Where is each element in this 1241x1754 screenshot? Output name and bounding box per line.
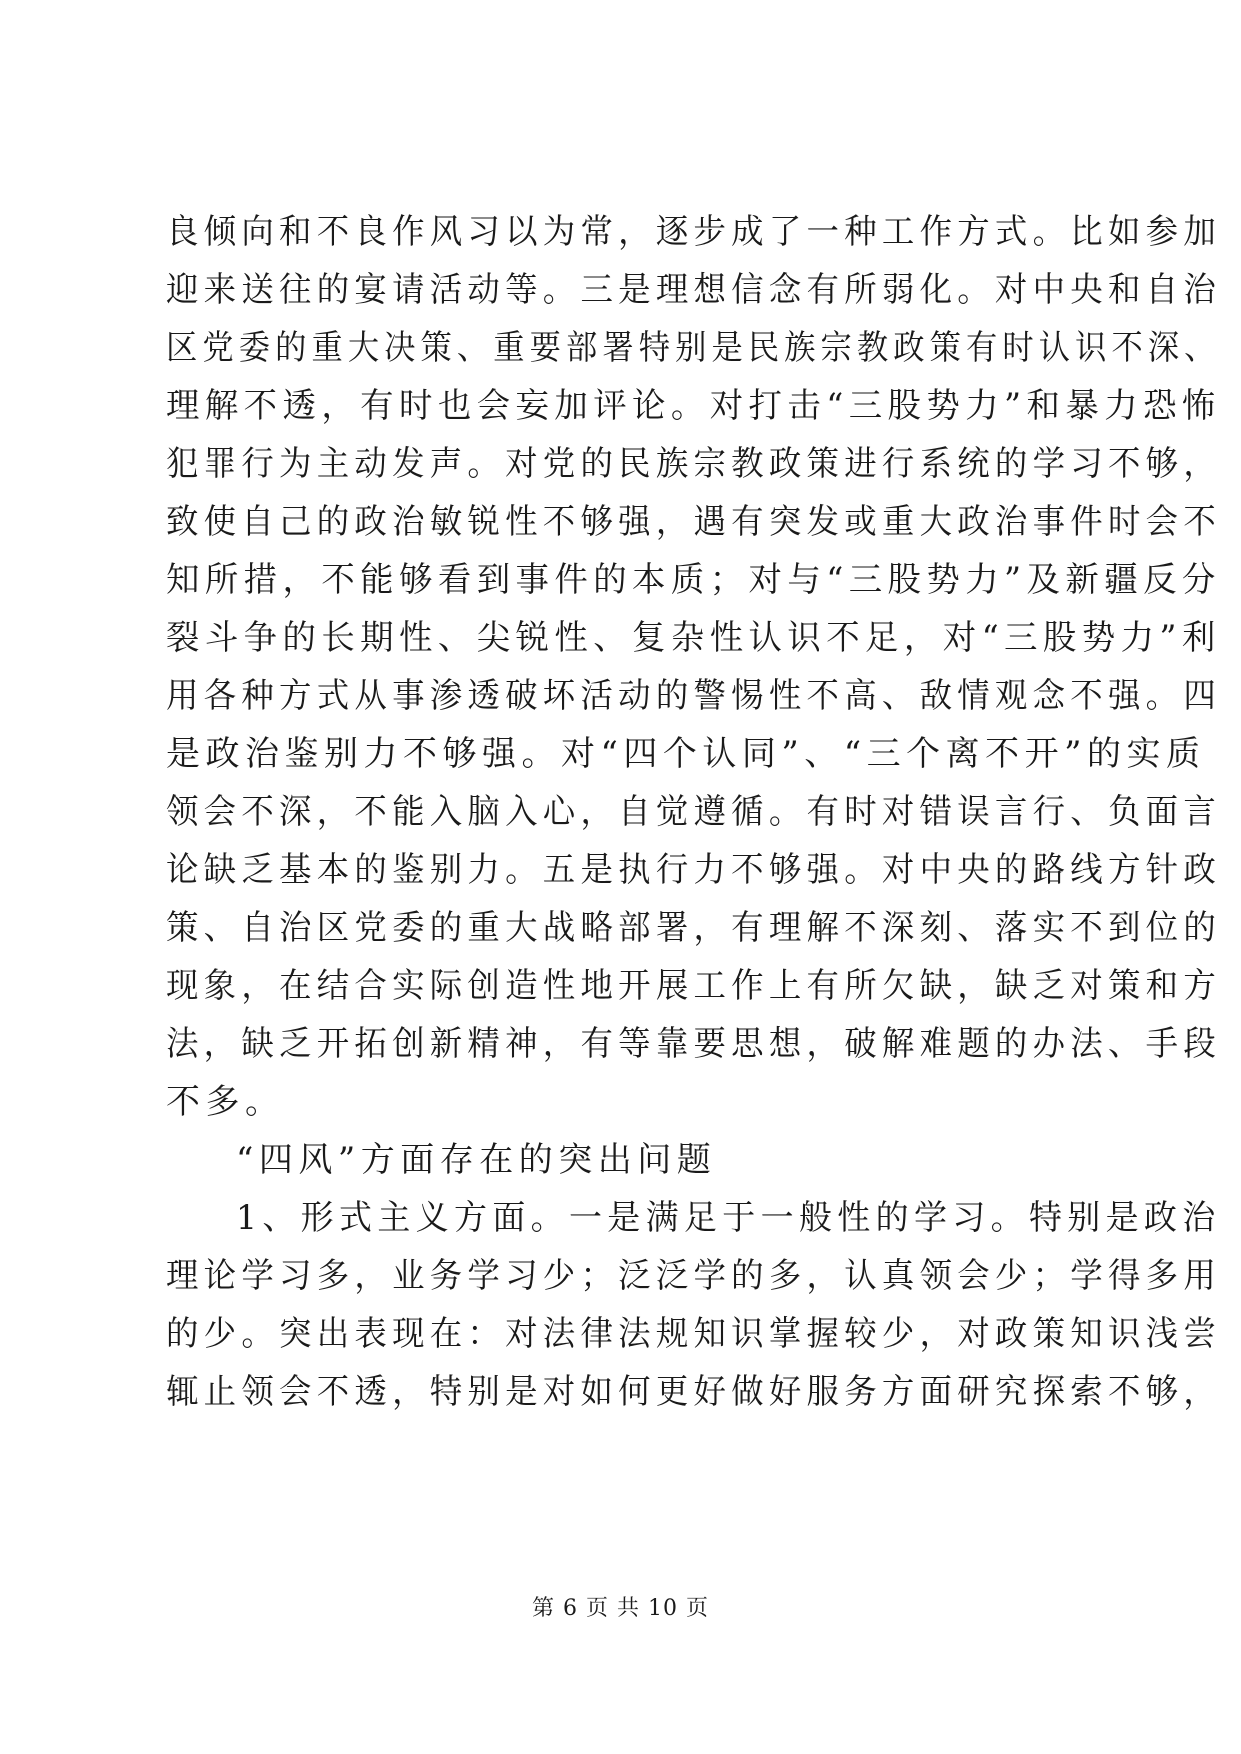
paragraph-start-line: 1、形式主义方面。一是满足于一般性的学习。特别是政治 xyxy=(236,1198,1221,1238)
text-line: 裂斗争的长期性、尖锐性、复杂性认识不足，对“三股势力”利 xyxy=(166,618,1221,658)
text-line: 理解不透，有时也会妄加评论。对打击“三股势力”和暴力恐怖 xyxy=(166,386,1221,426)
text-line: 法，缺乏开拓创新精神，有等靠要思想，破解难题的办法、手段 xyxy=(166,1024,1222,1064)
text-line: 是政治鉴别力不够强。对“四个认同”、“三个离不开”的实质 xyxy=(166,734,1206,774)
text-line: 知所措，不能够看到事件的本质；对与“三股势力”及新疆反分 xyxy=(166,560,1221,600)
text-line: 区党委的重大决策、重要部署特别是民族宗教政策有时认识不深、 xyxy=(166,328,1221,368)
text-line: 论缺乏基本的鉴别力。五是执行力不够强。对中央的路线方针政 xyxy=(166,850,1222,890)
text-line: 犯罪行为主动发声。对党的民族宗教政策进行系统的学习不够， xyxy=(166,444,1222,484)
text-line: 的少。突出表现在：对法律法规知识掌握较少，对政策知识浅尝 xyxy=(166,1314,1222,1354)
text-line: 良倾向和不良作风习以为常，逐步成了一种工作方式。比如参加 xyxy=(166,212,1222,252)
text-line: 理论学习多，业务学习少；泛泛学的多，认真领会少；学得多用 xyxy=(166,1256,1222,1296)
text-line: 现象，在结合实际创造性地开展工作上有所欠缺，缺乏对策和方 xyxy=(166,966,1222,1006)
text-line: 领会不深，不能入脑入心，自觉遵循。有时对错误言行、负面言 xyxy=(166,792,1222,832)
text-line: 用各种方式从事渗透破坏活动的警惕性不高、敌情观念不强。四 xyxy=(166,676,1222,716)
text-line: 致使自己的政治敏锐性不够强，遇有突发或重大政治事件时会不 xyxy=(166,502,1222,542)
text-line: 辄止领会不透，特别是对如何更好做好服务方面研究探索不够， xyxy=(166,1372,1222,1412)
text-line: 不多。 xyxy=(166,1082,285,1122)
text-line: 策、自治区党委的重大战略部署，有理解不深刻、落实不到位的 xyxy=(166,908,1222,948)
section-heading: “四风”方面存在的突出问题 xyxy=(236,1140,717,1180)
text-line: 迎来送往的宴请活动等。三是理想信念有所弱化。对中央和自治 xyxy=(166,270,1222,310)
page-footer: 第 6 页 共 10 页 xyxy=(532,1596,709,1621)
